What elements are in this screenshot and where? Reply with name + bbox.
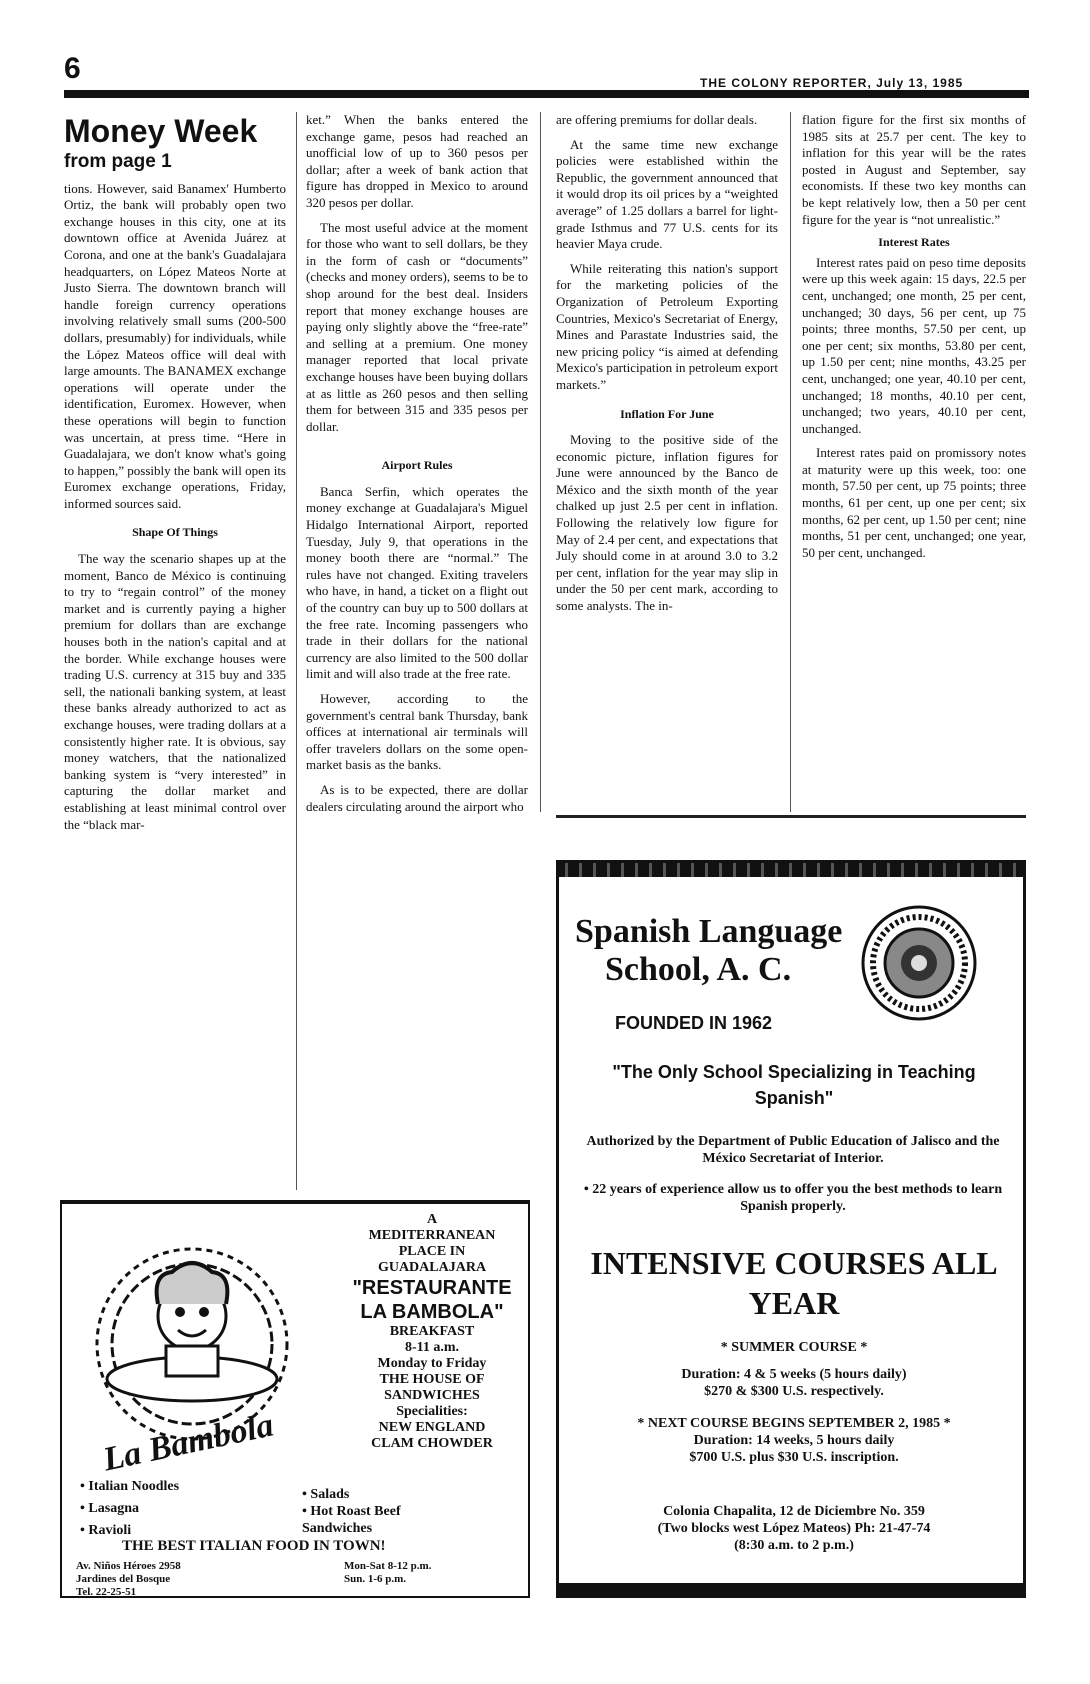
hours (344, 1560, 431, 1586)
section-rule (556, 815, 1026, 818)
aztec-calendar-icon (859, 903, 979, 1023)
paragraph: Interest rates paid on promissory notes at maturity were up this week, too: one month, 57.50 per cent, up 75 points; three months, 61 per cent, up one per cent; six months, 62 per cent, up 1.50 per cent; nine months, 51 per cent, unchanged; one year, 50 per cent, unchanged. (802, 445, 1026, 560)
article-column-4 (802, 112, 1026, 561)
summer-course: * SUMMER COURSE * Duration: 4 & 5 weeks (5 hours daily) $270 & $300 U.S. respectively. (569, 1339, 1019, 1400)
text: MEDITERRANEAN (368, 1228, 496, 1243)
decorative-band (559, 863, 1023, 877)
slogan: "The Only School Specializing in Teaching Spanish" (612, 1062, 976, 1108)
text: $270 & $300 U.S. respectively. (704, 1384, 884, 1399)
text: A (426, 1212, 438, 1227)
column-divider (540, 112, 541, 812)
column-divider (790, 112, 791, 812)
page-number: 6 (64, 52, 81, 85)
top-rule (64, 90, 1029, 98)
restaurant-name: "RESTAURANTE (352, 1277, 512, 1299)
section-heading: Interest Rates (878, 235, 950, 250)
school-title (575, 913, 842, 989)
phone: Tel. 22-25-51 (76, 1586, 137, 1598)
section-heading: Inflation For June (620, 406, 714, 421)
restaurant-name: LA BAMBOLA" (360, 1301, 504, 1323)
text: Specialities: (396, 1404, 468, 1419)
text: Duration: 4 & 5 weeks (5 hours daily) (681, 1367, 907, 1382)
school-address (569, 1503, 1019, 1554)
text: (Two blocks west López Mateos) Ph: 21-47-74 (657, 1521, 931, 1536)
text: Colonia Chapalita, 12 de Diciembre No. 359 (663, 1504, 925, 1519)
subhead: from page 1 (64, 151, 172, 172)
slogan: THE BEST ITALIAN FOOD IN TOWN! (122, 1538, 386, 1554)
text: THE HOUSE OF (379, 1372, 485, 1387)
article-column-3 (556, 112, 778, 615)
text: Mon-Sat 8-12 p.m. (344, 1560, 432, 1572)
paragraph: Banca Serfin, which operates the money exchange at Guadalajara's Miguel Hidalgo International Airport, reported Tuesday, July 9, that operations in the money booth there are “normal.” The rules have not changed. Exiting travelers who have, in hand, a ticket on a flight out of the country can buy up to 500 dollars at the free rate. Incoming passengers who trade in their dollars for the national currency are also limited to the 500 dollar limit and will also trade at the free rate. (306, 483, 528, 682)
founded-text: FOUNDED IN 1962 (615, 1013, 773, 1033)
text: BREAKFAST (389, 1324, 475, 1339)
section-heading: Shape Of Things (132, 525, 218, 540)
list-item: • Lasagna (80, 1501, 139, 1516)
paragraph: tions. However, said Banamex' Humberto Ortiz, the bank will probably open two exchange houses in this city, one at its downtown office at Avenida Juárez at Corona, and one at the bank's Guadalajara headquarters, on López Mateos Norte at Justo Sierra. The downtown branch will handle foreign currency operations involving relatively small sums (200-500 dollars, presumably) for individuals, while the López Mateos office will deal with large amounts. The BANAMEX exchange operations will operate under the identification, Euromex. However, when these operations will begin to function was uncertain, at press time. “Here in Guadalajara, we don't know what's going to happen,” possibly the bank will open its Euromex exchange operations, Friday, informed sources said. (64, 180, 286, 511)
menu-list-right (302, 1486, 452, 1537)
headline: Money Week (64, 113, 258, 149)
column-divider (296, 112, 297, 1190)
next-course: * NEXT COURSE BEGINS SEPTEMBER 2, 1985 * Duration: 14 weeks, 5 hours daily $700 U.S. plus $30 U.S. inscription. (569, 1415, 1019, 1466)
restaurant-ad (60, 1200, 530, 1598)
paragraph: At the same time new exchange policies were established within the Republic, the government announced that it would drop its oil prices by a “weighted average” of 1.25 dollars a barrel for light-grade Isthmus and 77 U.S. cents for its heavier Maya crude. (556, 136, 778, 252)
paragraph: Interest rates paid on peso time deposits were up this week again: 15 days, 22.5 per cent, unchanged; one month, 25 per cent, unchanged; 30 days, 56 per cent, up 75 points; three months, 57.50 per cent, up one per cent; six months, 53.80 per cent, up 1.50 per cent; nine months, 43.25 per cent, unchanged; one year, 40.10 per cent, unchanged; 18 months, 40.10 per cent, unchanged; two years, 40.10 per cent, unchanged. (802, 254, 1026, 436)
paragraph: As is to be expected, there are dollar dealers circulating around the airport who (306, 781, 528, 814)
menu-list-left (80, 1476, 179, 1542)
text: GUADALAJARA (377, 1260, 487, 1275)
paragraph: While reiterating this nation's support for the marketing policies of the Organization of Petroleum Exporting Countries, Mexico's Secretariat of Energy, Mines and Parastate Industries said, the new pricing policy “is aimed at defending Mexico's participation in petroleum export markets.” (556, 260, 778, 392)
logo-text: La Bambola (99, 1406, 277, 1479)
school-ad (556, 860, 1026, 1598)
section-heading: Airport Rules (381, 458, 453, 473)
address (76, 1560, 181, 1599)
text: SANDWICHES (384, 1388, 480, 1403)
text: PLACE IN (398, 1244, 466, 1259)
text: Sun. 1-6 p.m. (344, 1573, 407, 1585)
paragraph: flation figure for the first six months of 1985 sits at 25.7 per cent. The key to inflation for this year will be the rates posted in August and September, say economists. If these two key months can be kept relatively low, then a 50 per cent figure for the year is “not unrealistic.” (802, 112, 1026, 227)
text: CLAM CHOWDER (371, 1436, 493, 1451)
paragraph: However, according to the government's central bank Thursday, bank offices at international air terminals will offer travelers dollars on the some open-market basis as the banks. (306, 691, 528, 773)
authorization-text: Authorized by the Department of Public Education of Jalisco and the México Secretariat of Interior. (586, 1134, 1000, 1166)
paragraph: The most useful advice at the moment for those who want to sell dollars, be they in the form of cash or “documents” (checks and money orders), seems to be to shop around for the best deal. Insiders report that money exchange houses are paying only slightly above the “free-rate” and selling at a premium. One money manager reported that local private exchange houses have been buying dollars at as little as 260 pesos and then selling them for between 315 and 335 pesos per dollar. (306, 219, 528, 434)
paragraph: ket.” When the banks entered the exchange game, pesos had reached an unofficial low of up to 360 pesos per dollar; after a week of bank action that figure has dropped in Mexico to around 320 pesos per dollar. (306, 112, 528, 210)
list-item: • Salads (302, 1487, 350, 1502)
text: Jardines del Bosque (76, 1573, 171, 1585)
paragraph: The way the scenario shapes up at the moment, Banco de México is continuing to try to “regain control” of the money market and is currently paying a higher premium for dollars than are exchange houses both in the nation's capital and at the border. While exchange houses were trading U.S. currency at 315 buy and 335 sell, the nationali banking system, at least these banks already authorized to act as exchange houses, were trading dollars at a consistently higher rate. It is obvious, say money watchers, that the nationalized banking system is “very interested” in capturing the dollar market and establishing at least minimal control over the “black mar- (64, 551, 286, 832)
text: Duration: 14 weeks, 5 hours daily (693, 1433, 895, 1448)
article-column-2 (306, 112, 528, 815)
list-item: • Ravioli (80, 1523, 132, 1538)
text: NEW ENGLAND (378, 1420, 486, 1435)
experience-text: • 22 years of experience allow us to offer you the best methods to learn Spanish properly. (583, 1182, 1003, 1214)
text: School, A. C. (605, 951, 792, 988)
list-item: • Hot Roast Beef Sandwiches (302, 1504, 401, 1536)
intensive-heading: INTENSIVE COURSES ALL YEAR (590, 1245, 998, 1321)
list-item: • Italian Noodles (80, 1479, 180, 1494)
masthead: THE COLONY REPORTER, July 13, 1985 (700, 76, 964, 90)
text: Spanish Language (575, 913, 843, 950)
text: Monday to Friday (377, 1356, 487, 1371)
decorative-band (559, 1583, 1023, 1595)
text: $700 U.S. plus $30 U.S. inscription. (689, 1450, 899, 1465)
restaurant-title (332, 1212, 532, 1452)
text: 8-11 a.m. (404, 1340, 460, 1355)
text: (8:30 a.m. to 2 p.m.) (734, 1538, 854, 1553)
paragraph: Moving to the positive side of the economic picture, inflation figures for June were announced by the Banco de México and the sixth month of the year chalked up just 2.5 per cent in inflation. Following the relatively low figure for May of 2.4 per cent, and expectations that July should come in at around 3.0 to 3.2 per cent, inflation for the year may slip in under the 50 per cent mark, according to some analysts. The in- (556, 432, 778, 614)
paragraph: are offering premiums for dollar deals. (556, 112, 758, 127)
text: Av. Niños Héroes 2958 (76, 1560, 181, 1572)
article-column-1 (64, 112, 286, 833)
